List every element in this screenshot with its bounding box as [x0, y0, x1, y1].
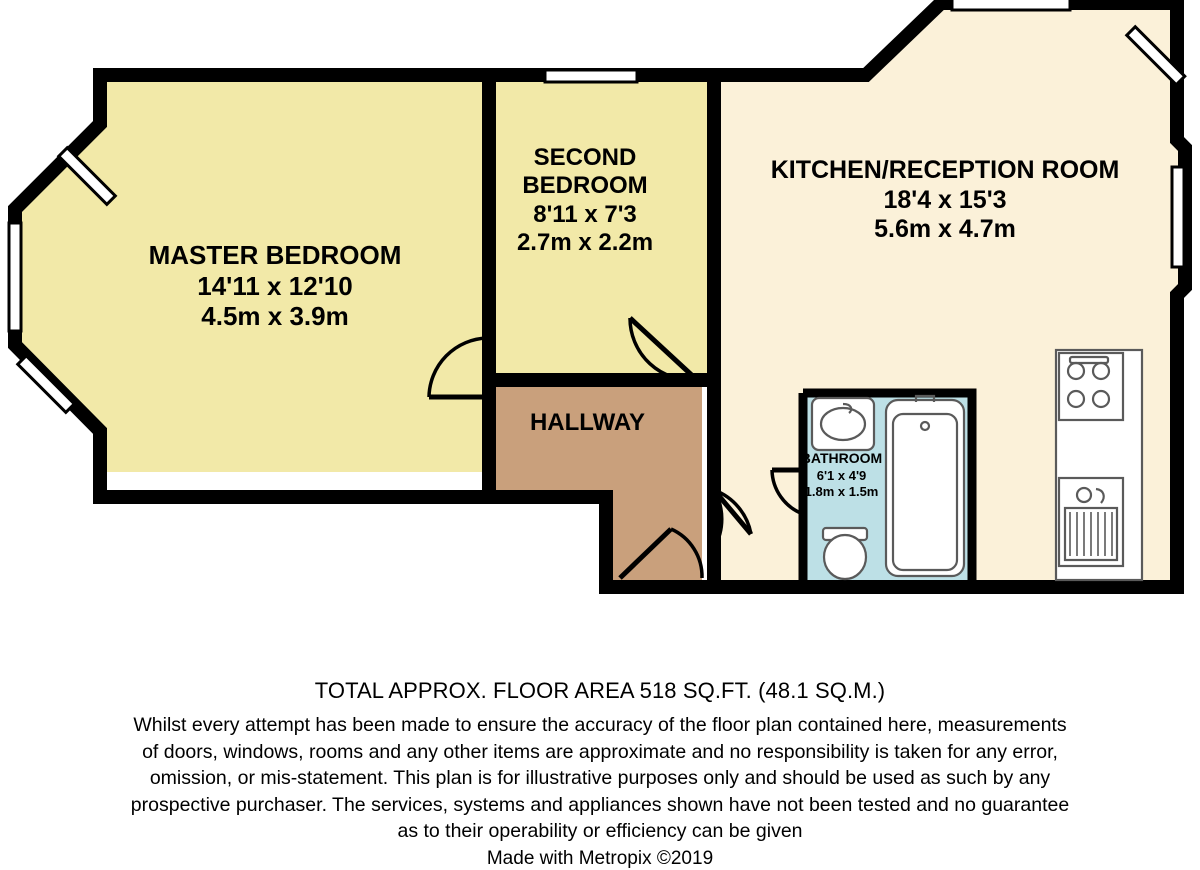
- disclaimer-line: prospective purchaser. The services, systems and appliances shown have not been tested and no guarantee: [130, 793, 1070, 816]
- room-dim-imperial-kitchen-reception-room: 18'4 x 15'3: [883, 185, 1007, 214]
- room-dim-metric-second-bedroom: 2.7m x 2.2m: [516, 228, 654, 256]
- kitchen-sink-icon: [1059, 478, 1123, 566]
- hob-icon: [1059, 353, 1123, 420]
- disclaimer-line: Whilst every attempt has been made to ensure the accuracy of the floor plan contained here, measurements: [133, 714, 1067, 736]
- room-dim-metric-master-bedroom: 4.5m x 3.9m: [201, 301, 349, 332]
- room-label-hallway: [470, 409, 705, 437]
- disclaimer-line: as to their operability or efficiency can be given: [397, 820, 803, 843]
- room-name-second-bedroom-line1: SECOND: [533, 144, 637, 171]
- disclaimer-text: [0, 712, 1200, 845]
- room-name-hallway: HALLWAY: [529, 409, 646, 436]
- total-floor-area: TOTAL APPROX. FLOOR AREA 518 SQ.FT. (48.1 SQ.M.): [314, 678, 886, 703]
- room-name-second-bedroom-line2: BEDROOM: [522, 172, 648, 200]
- room-label-kitchen-reception-room: [700, 156, 1190, 245]
- footer: [0, 678, 1200, 870]
- room-name-kitchen-reception-room: KITCHEN/RECEPTION ROOM: [770, 156, 1120, 184]
- room-dim-imperial-second-bedroom: 8'11 x 7'3: [533, 200, 637, 228]
- room-dim-imperial-bathroom: 6'1 x 4'9: [816, 467, 867, 483]
- room-dim-imperial-master-bedroom: 14'11 x 12'10: [197, 270, 353, 301]
- room-dim-metric-kitchen-reception-room: 5.6m x 4.7m: [874, 215, 1016, 243]
- room-dim-metric-bathroom: 1.8m x 1.5m: [804, 483, 879, 499]
- toilet-icon: [823, 528, 867, 579]
- kitchen-fixtures: [1056, 350, 1142, 580]
- room-label-master-bedroom: [55, 240, 495, 332]
- room-label-second-bedroom: [480, 144, 690, 257]
- room-name-bathroom: BATHROOM: [800, 450, 883, 466]
- made-with-credit: Made with Metropix ©2019: [486, 847, 714, 869]
- disclaimer-line: of doors, windows, rooms and any other items are approximate and no responsibility is taken for any error,: [142, 740, 1058, 763]
- room-label-bathroom: [784, 450, 899, 500]
- bathroom-sink-icon: [812, 398, 874, 450]
- room-name-master-bedroom: MASTER BEDROOM: [148, 240, 402, 270]
- disclaimer-line: omission, or mis-statement. This plan is for illustrative purposes only and should be used as such by any: [149, 767, 1051, 790]
